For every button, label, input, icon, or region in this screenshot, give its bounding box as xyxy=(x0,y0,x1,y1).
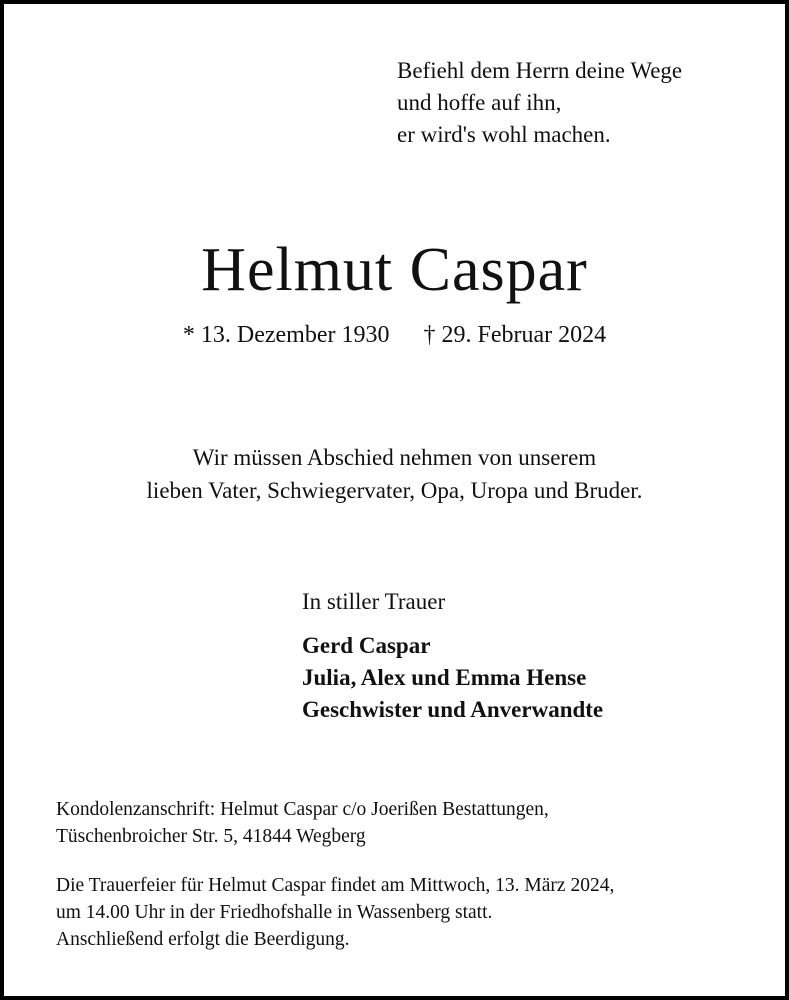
address-line: Tüschenbroicher Str. 5, 41844 Wegberg xyxy=(56,826,366,847)
ceremony-line: Anschließend erfolgt die Beerdigung. xyxy=(56,929,350,950)
verse-line: er wird's wohl machen. xyxy=(397,122,611,147)
verse-line: Befiehl dem Herrn deine Wege xyxy=(397,58,683,83)
ceremony-line: Die Trauerfeier für Helmut Caspar findet am Mittwoch, 13. März 2024, xyxy=(56,875,615,896)
mourner-name: Geschwister und Anverwandte xyxy=(302,697,604,722)
condolence-address xyxy=(56,796,549,850)
bible-verse xyxy=(397,55,682,151)
birth-date: * 13. Dezember 1930 xyxy=(182,322,390,348)
farewell-text xyxy=(4,441,785,507)
life-dates xyxy=(4,318,785,352)
address-line: Kondolenzanschrift: Helmut Caspar c/o Joerißen Bestattungen, xyxy=(56,799,549,820)
mourner-name: Julia, Alex und Emma Hense xyxy=(302,665,587,690)
deceased-name: Helmut Caspar xyxy=(201,236,588,304)
farewell-line: lieben Vater, Schwiegervater, Opa, Uropa und Bruder. xyxy=(146,478,643,503)
farewell-line: Wir müssen Abschied nehmen von unserem xyxy=(192,445,597,470)
verse-line: und hoffe auf ihn, xyxy=(397,90,562,115)
ceremony-line: um 14.00 Uhr in der Friedhofshalle in Wassenberg statt. xyxy=(56,902,493,923)
mourners-list xyxy=(302,630,603,726)
ceremony-info xyxy=(56,872,614,953)
mourning-label: In stiller Trauer xyxy=(302,589,446,614)
death-date: † 29. Februar 2024 xyxy=(423,322,607,348)
mourner-name: Gerd Caspar xyxy=(302,633,431,658)
